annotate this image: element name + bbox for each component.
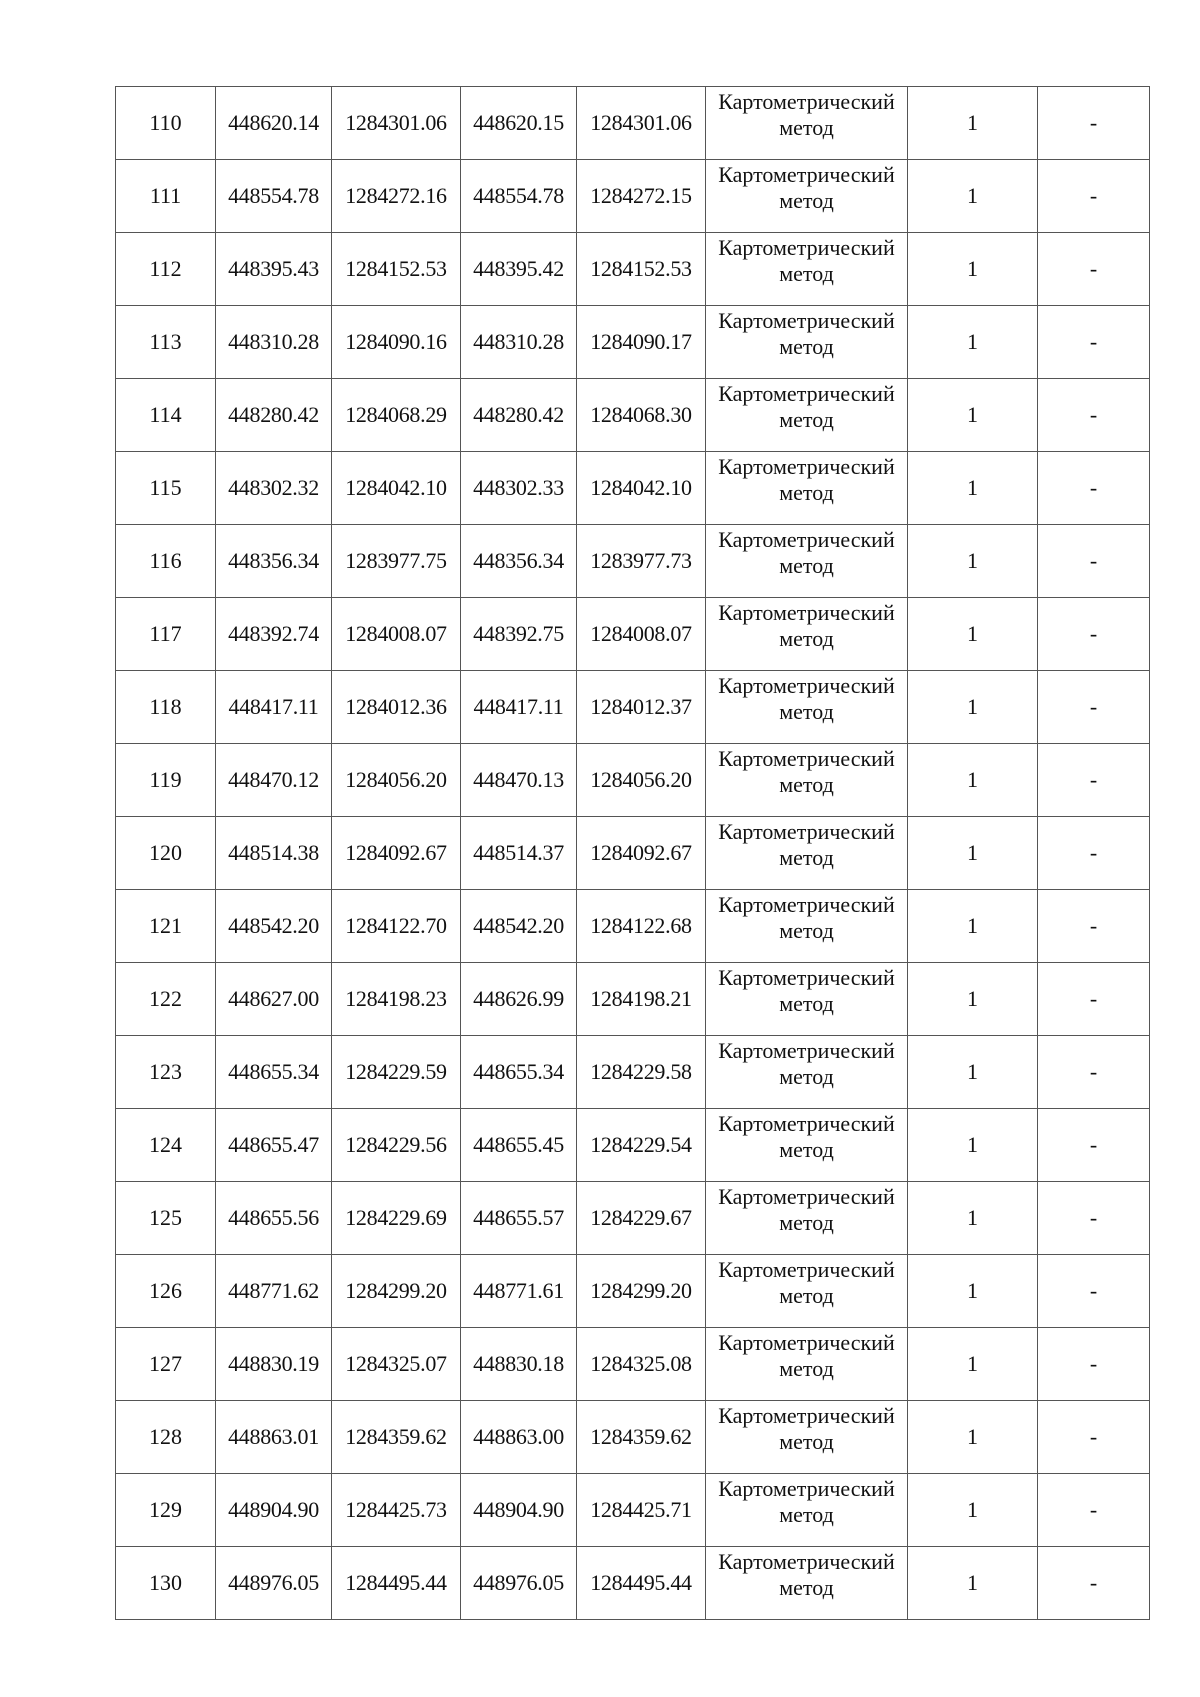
note-cell: - [1038, 1328, 1150, 1401]
method-line-1: Картометрический [718, 600, 895, 625]
method-line-2: метод [779, 334, 834, 359]
accuracy-cell: 1 [908, 1109, 1038, 1182]
note-cell: - [1038, 744, 1150, 817]
table-body [116, 87, 1150, 1620]
table-row [116, 233, 1150, 306]
accuracy-cell: 1 [908, 1182, 1038, 1255]
existing-y-cell: 1284495.44 [332, 1547, 461, 1620]
existing-y-cell: 1284092.67 [332, 817, 461, 890]
table-row [116, 525, 1150, 598]
new-y-cell: 1284056.20 [577, 744, 706, 817]
existing-x-cell: 448627.00 [216, 963, 332, 1036]
existing-y-cell: 1284299.20 [332, 1255, 461, 1328]
new-x-cell: 448302.33 [461, 452, 577, 525]
method-line-1: Картометрический [718, 454, 895, 479]
existing-y-cell: 1284325.07 [332, 1328, 461, 1401]
table-row [116, 1474, 1150, 1547]
method-line-2: метод [779, 845, 834, 870]
method-cell [706, 817, 908, 890]
new-x-cell: 448395.42 [461, 233, 577, 306]
point-number-cell: 120 [116, 817, 216, 890]
note-cell: - [1038, 598, 1150, 671]
table-row [116, 379, 1150, 452]
accuracy-cell: 1 [908, 963, 1038, 1036]
note-cell: - [1038, 671, 1150, 744]
new-x-cell: 448904.90 [461, 1474, 577, 1547]
method-cell [706, 598, 908, 671]
point-number-cell: 111 [116, 160, 216, 233]
method-line-1: Картометрический [718, 1330, 895, 1355]
table-row [116, 744, 1150, 817]
new-y-cell: 1283977.73 [577, 525, 706, 598]
method-line-2: метод [779, 188, 834, 213]
new-y-cell: 1284068.30 [577, 379, 706, 452]
existing-y-cell: 1284301.06 [332, 87, 461, 160]
new-x-cell: 448514.37 [461, 817, 577, 890]
new-x-cell: 448280.42 [461, 379, 577, 452]
method-line-2: метод [779, 480, 834, 505]
method-line-1: Картометрический [718, 1476, 895, 1501]
new-y-cell: 1284359.62 [577, 1401, 706, 1474]
new-x-cell: 448470.13 [461, 744, 577, 817]
existing-x-cell: 448302.32 [216, 452, 332, 525]
method-line-1: Картометрический [718, 819, 895, 844]
point-number-cell: 124 [116, 1109, 216, 1182]
note-cell: - [1038, 525, 1150, 598]
new-x-cell: 448771.61 [461, 1255, 577, 1328]
method-cell [706, 671, 908, 744]
accuracy-cell: 1 [908, 1547, 1038, 1620]
method-line-2: метод [779, 1064, 834, 1089]
point-number-cell: 128 [116, 1401, 216, 1474]
method-line-1: Картометрический [718, 1184, 895, 1209]
table-row [116, 1182, 1150, 1255]
table-row [116, 1328, 1150, 1401]
existing-y-cell: 1284272.16 [332, 160, 461, 233]
method-cell [706, 1109, 908, 1182]
method-line-1: Картометрический [718, 235, 895, 260]
table-row [116, 890, 1150, 963]
method-line-1: Картометрический [718, 162, 895, 187]
note-cell: - [1038, 87, 1150, 160]
accuracy-cell: 1 [908, 525, 1038, 598]
existing-x-cell: 448655.47 [216, 1109, 332, 1182]
method-line-1: Картометрический [718, 1038, 895, 1063]
method-line-2: метод [779, 991, 834, 1016]
accuracy-cell: 1 [908, 379, 1038, 452]
note-cell: - [1038, 160, 1150, 233]
method-line-1: Картометрический [718, 892, 895, 917]
existing-y-cell: 1284152.53 [332, 233, 461, 306]
method-cell [706, 963, 908, 1036]
note-cell: - [1038, 452, 1150, 525]
new-x-cell: 448863.00 [461, 1401, 577, 1474]
method-line-1: Картометрический [718, 527, 895, 552]
existing-y-cell: 1284359.62 [332, 1401, 461, 1474]
existing-y-cell: 1284056.20 [332, 744, 461, 817]
existing-x-cell: 448863.01 [216, 1401, 332, 1474]
existing-y-cell: 1284229.59 [332, 1036, 461, 1109]
method-cell [706, 233, 908, 306]
new-y-cell: 1284299.20 [577, 1255, 706, 1328]
method-line-2: метод [779, 1575, 834, 1600]
method-line-2: метод [779, 1356, 834, 1381]
existing-x-cell: 448280.42 [216, 379, 332, 452]
method-line-1: Картометрический [718, 381, 895, 406]
point-number-cell: 119 [116, 744, 216, 817]
method-line-1: Картометрический [718, 308, 895, 333]
note-cell: - [1038, 1474, 1150, 1547]
note-cell: - [1038, 1182, 1150, 1255]
existing-x-cell: 448655.56 [216, 1182, 332, 1255]
method-cell [706, 87, 908, 160]
existing-y-cell: 1284068.29 [332, 379, 461, 452]
point-number-cell: 130 [116, 1547, 216, 1620]
new-y-cell: 1284198.21 [577, 963, 706, 1036]
point-number-cell: 121 [116, 890, 216, 963]
table-row [116, 1401, 1150, 1474]
existing-x-cell: 448655.34 [216, 1036, 332, 1109]
table-row [116, 1036, 1150, 1109]
table-row [116, 1109, 1150, 1182]
point-number-cell: 114 [116, 379, 216, 452]
table-row [116, 1255, 1150, 1328]
existing-x-cell: 448542.20 [216, 890, 332, 963]
coordinates-table [115, 86, 1150, 1620]
method-line-2: метод [779, 1283, 834, 1308]
new-x-cell: 448655.34 [461, 1036, 577, 1109]
new-x-cell: 448626.99 [461, 963, 577, 1036]
point-number-cell: 126 [116, 1255, 216, 1328]
method-line-1: Картометрический [718, 673, 895, 698]
method-cell [706, 1328, 908, 1401]
method-cell [706, 1401, 908, 1474]
method-line-2: метод [779, 407, 834, 432]
point-number-cell: 113 [116, 306, 216, 379]
accuracy-cell: 1 [908, 1401, 1038, 1474]
method-line-1: Картометрический [718, 1403, 895, 1428]
method-cell [706, 1255, 908, 1328]
accuracy-cell: 1 [908, 1474, 1038, 1547]
existing-y-cell: 1284198.23 [332, 963, 461, 1036]
method-line-2: метод [779, 115, 834, 140]
new-y-cell: 1284152.53 [577, 233, 706, 306]
point-number-cell: 127 [116, 1328, 216, 1401]
table-row [116, 671, 1150, 744]
point-number-cell: 116 [116, 525, 216, 598]
existing-y-cell: 1284122.70 [332, 890, 461, 963]
accuracy-cell: 1 [908, 87, 1038, 160]
new-y-cell: 1284325.08 [577, 1328, 706, 1401]
note-cell: - [1038, 1401, 1150, 1474]
new-x-cell: 448356.34 [461, 525, 577, 598]
accuracy-cell: 1 [908, 160, 1038, 233]
method-cell [706, 1036, 908, 1109]
existing-x-cell: 448976.05 [216, 1547, 332, 1620]
method-line-2: метод [779, 553, 834, 578]
accuracy-cell: 1 [908, 233, 1038, 306]
new-x-cell: 448554.78 [461, 160, 577, 233]
accuracy-cell: 1 [908, 598, 1038, 671]
note-cell: - [1038, 379, 1150, 452]
method-cell [706, 1547, 908, 1620]
method-cell [706, 525, 908, 598]
point-number-cell: 117 [116, 598, 216, 671]
method-line-2: метод [779, 261, 834, 286]
existing-y-cell: 1284425.73 [332, 1474, 461, 1547]
existing-x-cell: 448470.12 [216, 744, 332, 817]
note-cell: - [1038, 1547, 1150, 1620]
existing-x-cell: 448417.11 [216, 671, 332, 744]
table-row [116, 817, 1150, 890]
accuracy-cell: 1 [908, 890, 1038, 963]
table-row [116, 1547, 1150, 1620]
new-x-cell: 448976.05 [461, 1547, 577, 1620]
new-y-cell: 1284090.17 [577, 306, 706, 379]
new-y-cell: 1284301.06 [577, 87, 706, 160]
table-row [116, 160, 1150, 233]
existing-x-cell: 448771.62 [216, 1255, 332, 1328]
existing-x-cell: 448392.74 [216, 598, 332, 671]
table-row [116, 963, 1150, 1036]
method-line-2: метод [779, 1502, 834, 1527]
table-row [116, 87, 1150, 160]
accuracy-cell: 1 [908, 452, 1038, 525]
note-cell: - [1038, 233, 1150, 306]
existing-x-cell: 448904.90 [216, 1474, 332, 1547]
note-cell: - [1038, 1036, 1150, 1109]
existing-y-cell: 1284229.56 [332, 1109, 461, 1182]
existing-y-cell: 1284012.36 [332, 671, 461, 744]
method-line-1: Картометрический [718, 746, 895, 771]
point-number-cell: 123 [116, 1036, 216, 1109]
accuracy-cell: 1 [908, 306, 1038, 379]
accuracy-cell: 1 [908, 1036, 1038, 1109]
new-y-cell: 1284425.71 [577, 1474, 706, 1547]
method-cell [706, 452, 908, 525]
method-line-2: метод [779, 1429, 834, 1454]
new-x-cell: 448830.18 [461, 1328, 577, 1401]
table-container [115, 86, 1150, 1620]
method-cell [706, 1474, 908, 1547]
table-row [116, 306, 1150, 379]
point-number-cell: 115 [116, 452, 216, 525]
new-x-cell: 448417.11 [461, 671, 577, 744]
method-cell [706, 1182, 908, 1255]
method-line-2: метод [779, 1210, 834, 1235]
existing-x-cell: 448514.38 [216, 817, 332, 890]
method-line-2: метод [779, 626, 834, 651]
method-line-1: Картометрический [718, 89, 895, 114]
accuracy-cell: 1 [908, 671, 1038, 744]
accuracy-cell: 1 [908, 817, 1038, 890]
point-number-cell: 112 [116, 233, 216, 306]
note-cell: - [1038, 890, 1150, 963]
existing-x-cell: 448554.78 [216, 160, 332, 233]
existing-x-cell: 448620.14 [216, 87, 332, 160]
new-y-cell: 1284092.67 [577, 817, 706, 890]
table-row [116, 598, 1150, 671]
note-cell: - [1038, 817, 1150, 890]
new-y-cell: 1284272.15 [577, 160, 706, 233]
existing-y-cell: 1284090.16 [332, 306, 461, 379]
existing-y-cell: 1284229.69 [332, 1182, 461, 1255]
accuracy-cell: 1 [908, 1328, 1038, 1401]
accuracy-cell: 1 [908, 744, 1038, 817]
new-x-cell: 448310.28 [461, 306, 577, 379]
new-x-cell: 448620.15 [461, 87, 577, 160]
point-number-cell: 118 [116, 671, 216, 744]
method-cell [706, 306, 908, 379]
point-number-cell: 110 [116, 87, 216, 160]
note-cell: - [1038, 963, 1150, 1036]
method-line-1: Картометрический [718, 1111, 895, 1136]
new-x-cell: 448655.45 [461, 1109, 577, 1182]
note-cell: - [1038, 306, 1150, 379]
method-cell [706, 744, 908, 817]
existing-x-cell: 448395.43 [216, 233, 332, 306]
new-y-cell: 1284495.44 [577, 1547, 706, 1620]
new-y-cell: 1284229.54 [577, 1109, 706, 1182]
method-cell [706, 379, 908, 452]
method-line-1: Картометрический [718, 1257, 895, 1282]
table-row [116, 452, 1150, 525]
existing-y-cell: 1283977.75 [332, 525, 461, 598]
point-number-cell: 122 [116, 963, 216, 1036]
method-line-2: метод [779, 699, 834, 724]
existing-x-cell: 448830.19 [216, 1328, 332, 1401]
method-cell [706, 160, 908, 233]
new-y-cell: 1284229.67 [577, 1182, 706, 1255]
existing-x-cell: 448310.28 [216, 306, 332, 379]
note-cell: - [1038, 1255, 1150, 1328]
new-y-cell: 1284042.10 [577, 452, 706, 525]
new-y-cell: 1284122.68 [577, 890, 706, 963]
method-line-2: метод [779, 772, 834, 797]
existing-y-cell: 1284042.10 [332, 452, 461, 525]
new-x-cell: 448392.75 [461, 598, 577, 671]
existing-y-cell: 1284008.07 [332, 598, 461, 671]
new-y-cell: 1284012.37 [577, 671, 706, 744]
new-y-cell: 1284229.58 [577, 1036, 706, 1109]
method-line-2: метод [779, 918, 834, 943]
point-number-cell: 129 [116, 1474, 216, 1547]
point-number-cell: 125 [116, 1182, 216, 1255]
new-x-cell: 448542.20 [461, 890, 577, 963]
method-cell [706, 890, 908, 963]
method-line-1: Картометрический [718, 1549, 895, 1574]
new-y-cell: 1284008.07 [577, 598, 706, 671]
method-line-1: Картометрический [718, 965, 895, 990]
method-line-2: метод [779, 1137, 834, 1162]
note-cell: - [1038, 1109, 1150, 1182]
new-x-cell: 448655.57 [461, 1182, 577, 1255]
existing-x-cell: 448356.34 [216, 525, 332, 598]
accuracy-cell: 1 [908, 1255, 1038, 1328]
